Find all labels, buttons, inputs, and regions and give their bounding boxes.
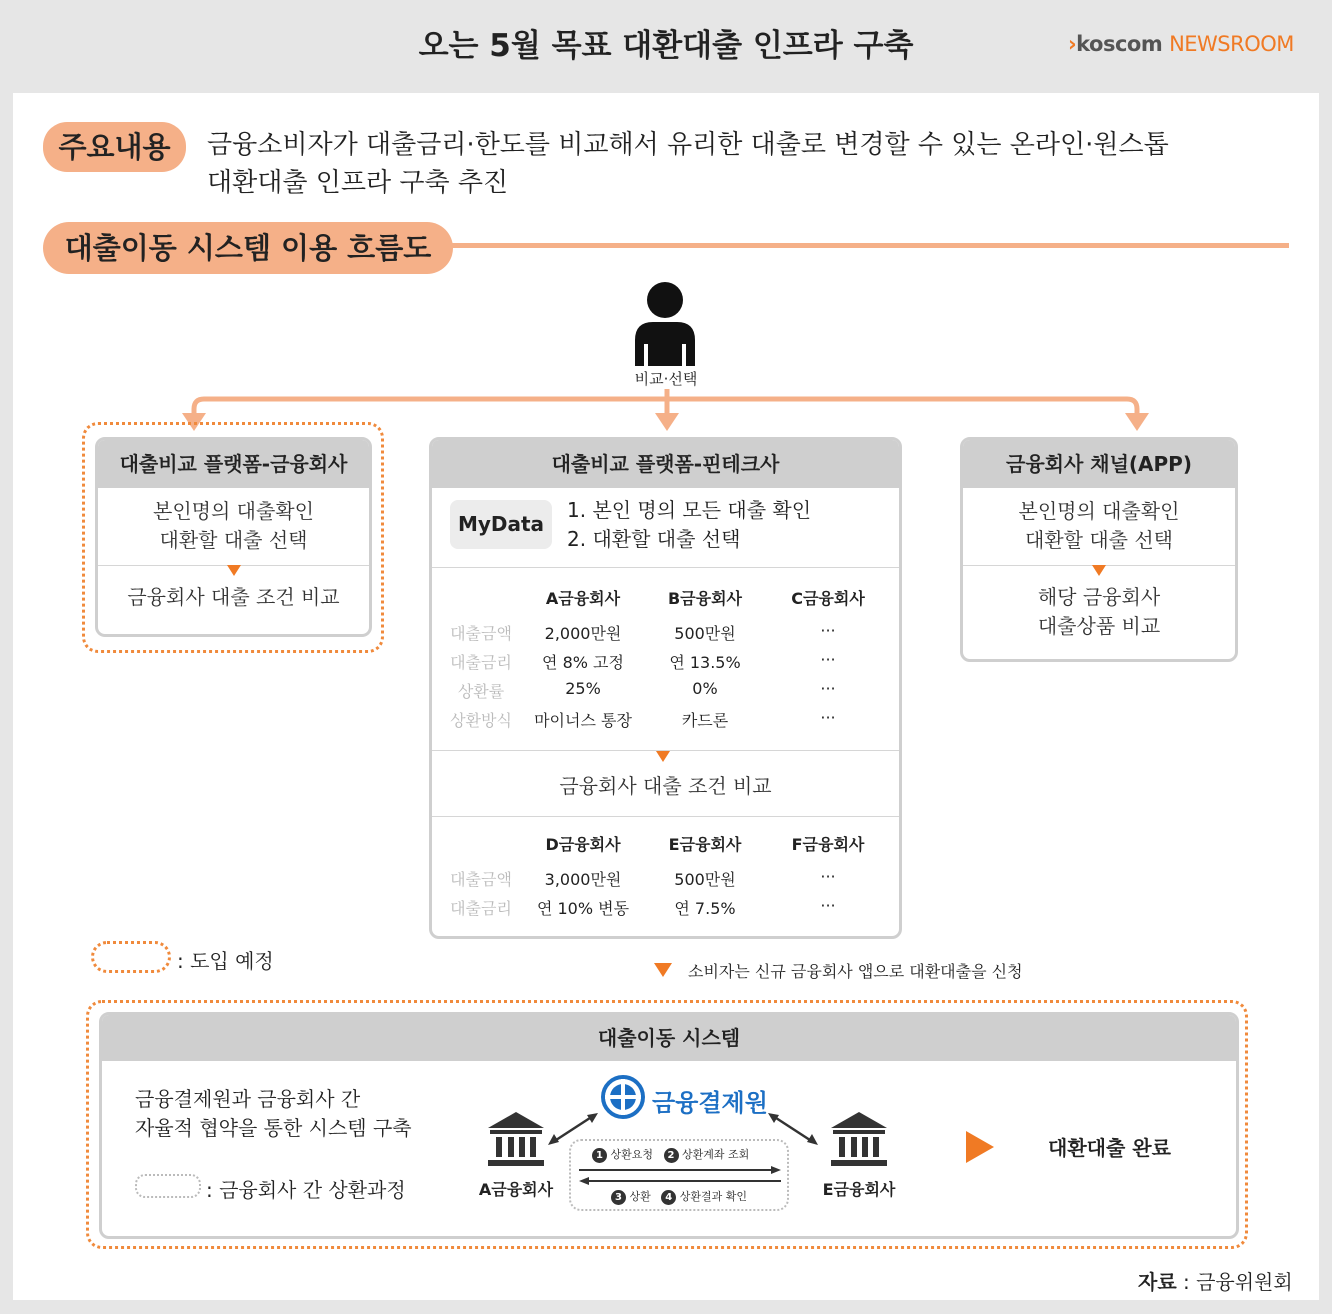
play-arrow-icon (966, 1131, 996, 1163)
card-separator (432, 816, 899, 817)
table-col-header: D금융회사 (545, 835, 621, 854)
table-cell: 마이너스 통장 (534, 711, 632, 730)
person-caption: 비교·선택 (634, 370, 698, 388)
table-cell: 연 7.5% (674, 899, 736, 918)
source-credit (1138, 1266, 1293, 1295)
mydata-badge: MyData (450, 500, 552, 549)
card-line: 본인명의 대출확인 (1018, 499, 1180, 523)
table-cell: 연 8% 고정 (542, 653, 624, 672)
table-cell: ··· (820, 867, 836, 886)
consumer-note: 소비자는 신규 금융회사 앱으로 대환대출을 신청 (688, 962, 1023, 981)
step-number: 1 (592, 1148, 607, 1163)
table-cell: 3,000만원 (544, 870, 622, 889)
table-cell: 카드론 (681, 711, 729, 730)
source-label: 자료 (1138, 1270, 1177, 1294)
arrow-down-icon (654, 963, 672, 977)
table-cell: ··· (820, 679, 836, 698)
table-row-label: 대출금액 (450, 624, 512, 643)
table-cell: 500만원 (674, 624, 736, 643)
table-cell: ··· (820, 650, 836, 669)
step-label: 상환계좌 조회 (682, 1148, 750, 1161)
card-line: 본인명의 대출확인 (153, 499, 314, 523)
table-row-label: 대출금리 (450, 899, 512, 918)
card-financial-app (960, 437, 1238, 662)
table-row-label: 대출금리 (450, 653, 512, 672)
logo-brand: koscom (1076, 32, 1163, 56)
table-cell: 연 13.5% (669, 653, 741, 672)
table-col-header: F금융회사 (791, 835, 865, 854)
repayment-arrows (575, 1166, 785, 1186)
legend-repay: : 금융회사 간 상환과정 (206, 1178, 406, 1202)
source-value: : 금융위원회 (1183, 1270, 1293, 1294)
table-row-label: 대출금액 (450, 870, 512, 889)
table-cell: ··· (820, 896, 836, 915)
system-header: 대출이동 시스템 (102, 1015, 1236, 1061)
kftc-name: 금융결제원 (652, 1089, 768, 1117)
completion-label: 대환대출 완료 (1048, 1136, 1171, 1160)
summary-label: 주요내용 (43, 122, 186, 172)
card-header: 금융회사 채널(APP) (963, 440, 1235, 488)
flow-label: 대출이동 시스템 이용 흐름도 (43, 222, 453, 274)
arrow-down-icon (227, 565, 241, 576)
repayment-result-row (611, 1188, 747, 1205)
table-cell: 500만원 (674, 870, 736, 889)
table-col-header: A금융회사 (545, 589, 621, 608)
person-icon (630, 280, 704, 370)
table-cell: 0% (692, 679, 718, 698)
table-cell: 25% (565, 679, 601, 698)
step-number: 2 (664, 1148, 679, 1163)
arrow-down-icon (656, 751, 670, 762)
arrow-down-icon (1092, 565, 1106, 576)
bank-a-label: A금융회사 (478, 1180, 554, 1199)
repayment-request-row (592, 1146, 749, 1163)
step-label: 상환결과 확인 (679, 1190, 748, 1203)
summary-line-1: 금융소비자가 대출금리·한도를 비교해서 유리한 대출로 변경할 수 있는 온라인·원스톱 (207, 130, 1169, 160)
card-header: 대출비교 플랫폼-금융회사 (98, 440, 369, 488)
bank-e-label: E금융회사 (822, 1180, 896, 1199)
table-row-label: 상환률 (457, 682, 505, 701)
step-line: 1. 본인 명의 모든 대출 확인 (567, 498, 812, 522)
step-label: 상환 (629, 1190, 651, 1203)
page-title: 오는 5월 목표 대환대출 인프라 구축 (418, 28, 914, 64)
card-header: 대출비교 플랫폼-핀테크사 (432, 440, 899, 488)
table-col-header: E금융회사 (668, 835, 742, 854)
legend-dashed-swatch (91, 941, 171, 973)
card-line: 금융회사 대출 조건 비교 (127, 585, 340, 609)
table-cell: 2,000만원 (544, 624, 622, 643)
logo-suffix: NEWSROOM (1169, 32, 1294, 56)
flow-divider (420, 243, 1289, 248)
bank-a-icon (486, 1110, 546, 1168)
card-line: 대환할 대출 선택 (1025, 528, 1173, 552)
card-separator (432, 567, 899, 568)
card-line: 해당 금융회사 (1037, 585, 1161, 609)
table-cell: ··· (820, 621, 836, 640)
card-line: 대출상품 비교 (1037, 614, 1161, 638)
compare-label: 금융회사 대출 조건 비교 (559, 774, 772, 798)
step-line: 2. 대환할 대출 선택 (567, 527, 741, 551)
system-desc-line: 자율적 협약을 통한 시스템 구축 (135, 1116, 412, 1140)
logo-chevron-icon: › (1068, 32, 1077, 56)
system-description (135, 1085, 412, 1143)
step-label: 상환요청 (610, 1148, 654, 1161)
koscom-logo (1068, 32, 1294, 56)
mydata-steps (567, 496, 811, 554)
table-col-header: C금융회사 (791, 589, 865, 608)
table-col-header: B금융회사 (667, 589, 743, 608)
table-cell: 연 10% 변동 (536, 899, 630, 918)
summary-text (207, 126, 1287, 202)
legend-repay-swatch (135, 1174, 201, 1198)
table-row-label: 상환방식 (450, 711, 512, 730)
step-number: 4 (661, 1190, 676, 1205)
card-line: 대환할 대출 선택 (159, 528, 308, 552)
summary-line-2: 대환대출 인프라 구축 추진 (207, 168, 509, 198)
card-platform-financial (95, 437, 372, 637)
table-cell: ··· (820, 708, 836, 727)
legend-planned: : 도입 예정 (177, 949, 274, 973)
system-desc-line: 금융결제원과 금융회사 간 (135, 1087, 361, 1111)
step-number: 3 (611, 1190, 626, 1205)
